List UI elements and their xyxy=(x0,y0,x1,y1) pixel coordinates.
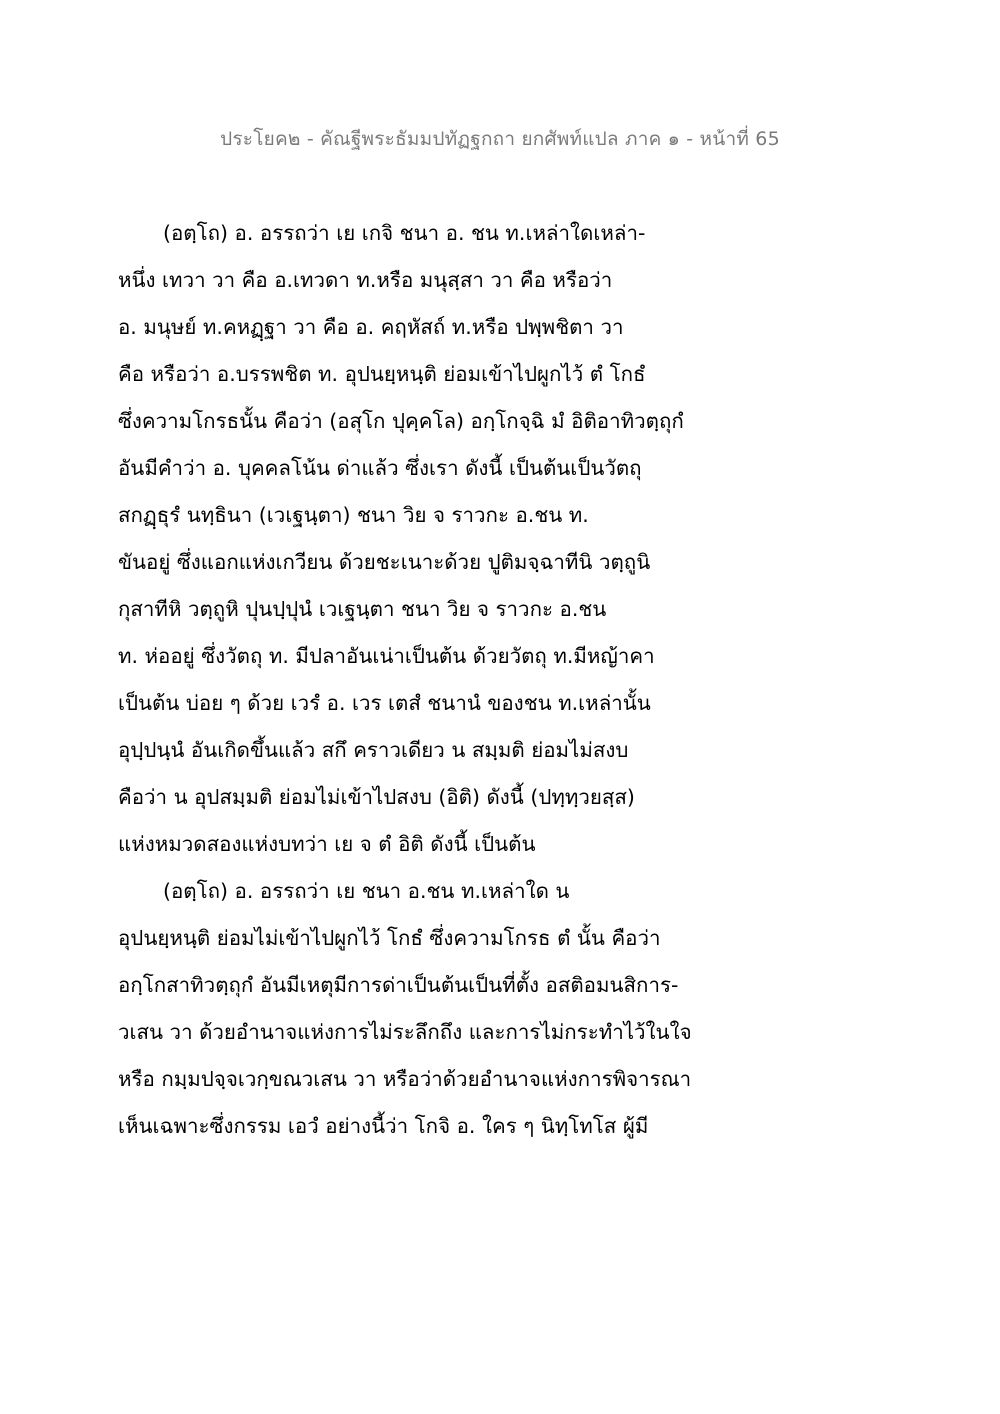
text-line: ซึ่งความโกรธนั้น คือว่า (อสุโก ปุคฺคโล) อกฺโกจฺฉิ มํ อิติอาทิวตฺถุกํ xyxy=(118,409,684,433)
paragraph-2 xyxy=(118,868,698,1150)
text-line: อันมีคำว่า อ. บุคคลโน้น ด่าแล้ว ซึ่งเรา ดังนี้ เป็นต้นเป็นวัตถุ xyxy=(118,456,642,480)
running-header: ประโยค๒ - คัณฐีพระธัมมปทัฏฐกถา ยกศัพท์แปล ภาค ๑ - หน้าที่ 65 xyxy=(220,128,780,150)
text-line: อกฺโกสาทิวตฺถุกํ อันมีเหตุมีการด่าเป็นต้นเป็นที่ตั้ง อสติอมนสิการ- xyxy=(118,973,679,997)
text-line: เป็นต้น บ่อย ๆ ด้วย เวรํ อ. เวร เตสํ ชนานํ ของชน ท.เหล่านั้น xyxy=(118,691,651,715)
text-line: (อตฺโถ) อ. อรรถว่า เย ชนา อ.ชน ท.เหล่าใด น xyxy=(163,879,570,903)
text-line: คือ หรือว่า อ.บรรพชิต ท. อุปนยฺหนฺติ ย่อมเข้าไปผูกไว้ ตํ โกธํ xyxy=(118,362,646,386)
text-line: ท. ห่ออยู่ ซึ่งวัตถุ ท. มีปลาอันเน่าเป็นต้น ด้วยวัตถุ ท.มีหญ้าคา xyxy=(118,644,655,668)
text-line: อุปฺปนฺนํ อันเกิดขึ้นแล้ว สกึ คราวเดียว น สมฺมติ ย่อมไม่สงบ xyxy=(118,738,629,762)
text-line: หรือ กมฺมปจฺจเวกฺขณวเสน วา หรือว่าด้วยอำนาจแห่งการพิจารณา xyxy=(118,1067,692,1091)
text-line: หนึ่ง เทวา วา คือ อ.เทวดา ท.หรือ มนุสฺสา วา คือ หรือว่า xyxy=(118,268,613,292)
text-line: แห่งหมวดสองแห่งบทว่า เย จ ตํ อิติ ดังนี้ เป็นต้น xyxy=(118,832,536,856)
text-line: (อตฺโถ) อ. อรรถว่า เย เกจิ ชนา อ. ชน ท.เหล่าใดเหล่า- xyxy=(163,221,646,245)
text-line: อุปนยฺหนฺติ ย่อมไม่เข้าไปผูกไว้ โกธํ ซึ่งความโกรธ ตํ นั้น คือว่า xyxy=(118,926,661,950)
text-line: อ. มนุษย์ ท.คหฏฺฐา วา คือ อ. คฤหัสถ์ ท.หรือ ปพฺพชิตา วา xyxy=(118,315,624,339)
text-line: คือว่า น อุปสมฺมติ ย่อมไม่เข้าไปสงบ (อิติ) ดังนี้ (ปทฺทฺวยสฺส) xyxy=(118,785,635,809)
text-line: สกฏฺธุรํ นทฺธินา (เวเฐนฺตา) ชนา วิย จ ราวกะ อ.ชน ท. xyxy=(118,503,589,527)
paragraph-1 xyxy=(118,210,698,868)
text-line: เห็นเฉพาะซึ่งกรรม เอวํ อย่างนี้ว่า โกจิ อ. ใคร ๆ นิทฺโทโส ผู้มี xyxy=(118,1114,649,1138)
text-line: ขันอยู่ ซึ่งแอกแห่งเกวียน ด้วยชะเนาะด้วย ปูติมจฺฉาทีนิ วตฺถูนิ xyxy=(118,550,651,574)
text-line: กุสาทีหิ วตฺถูหิ ปุนปฺปุนํ เวเฐนฺตา ชนา วิย จ ราวกะ อ.ชน xyxy=(118,597,607,621)
body-text xyxy=(118,210,698,1150)
text-line: วเสน วา ด้วยอำนาจแห่งการไม่ระลึกถึง และการไม่กระทำไว้ในใจ xyxy=(118,1020,692,1044)
